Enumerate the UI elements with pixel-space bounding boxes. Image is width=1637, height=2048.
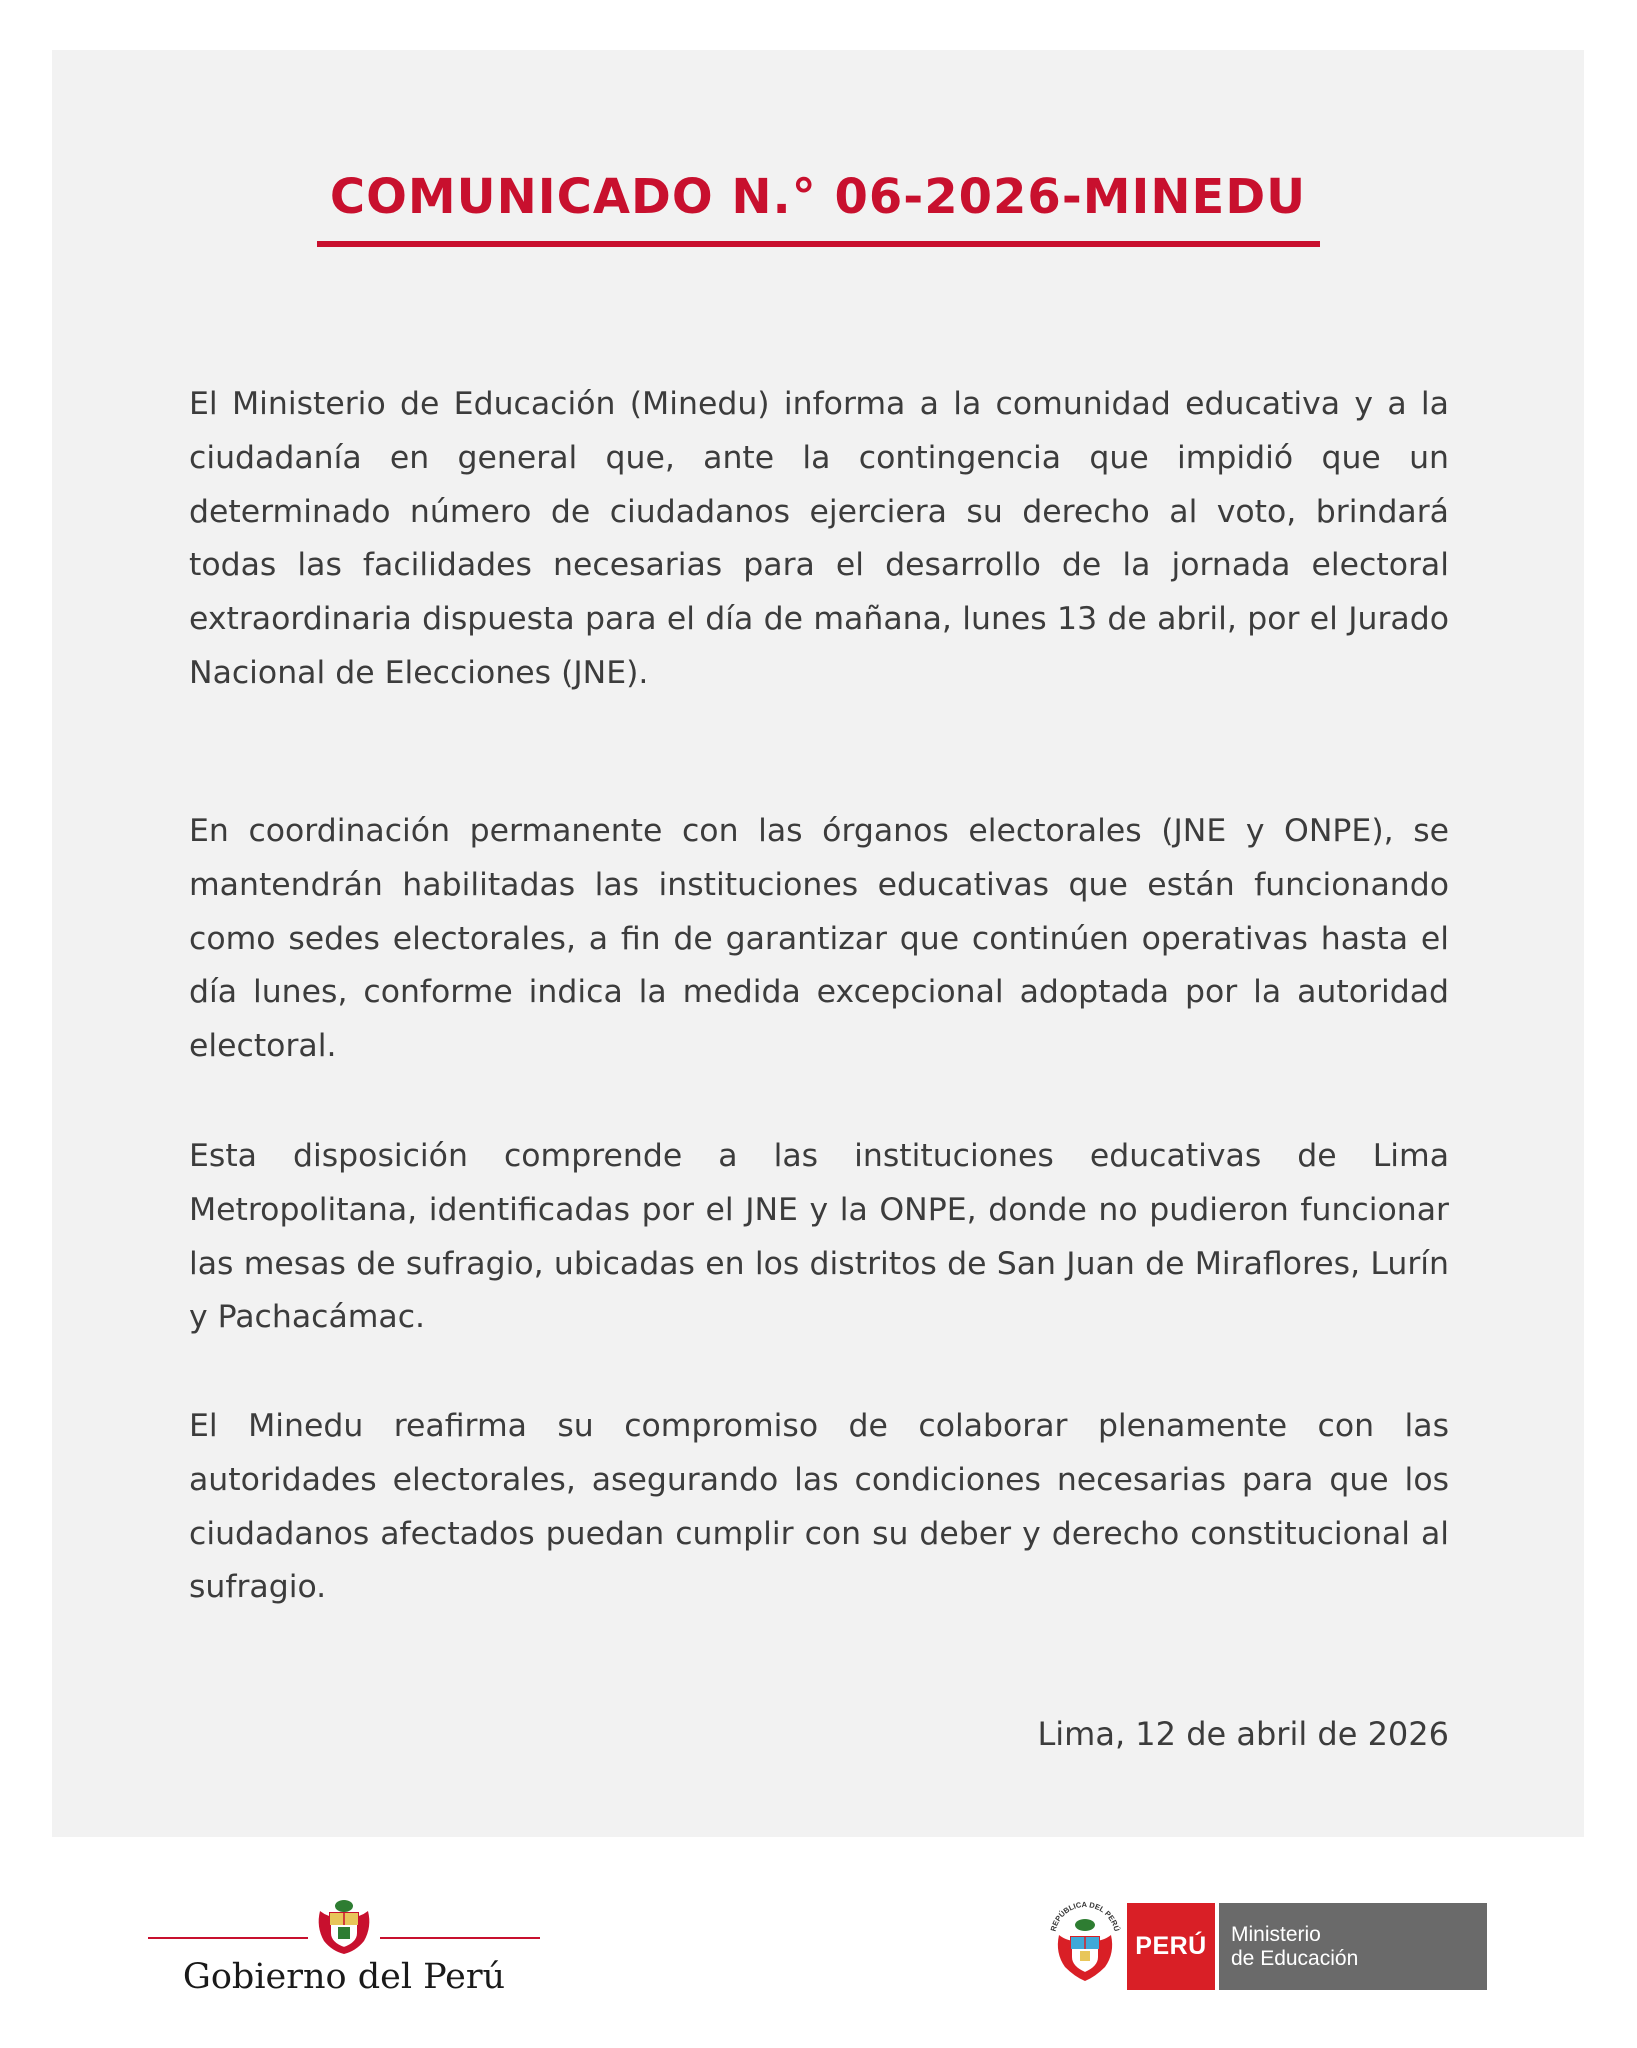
ministry-brand (1045, 1895, 1490, 1995)
logo-rule-left (148, 1937, 308, 1939)
republic-seal-icon (1045, 1895, 1125, 1991)
communique-panel (52, 50, 1584, 1837)
title-underline (317, 241, 1320, 247)
logo-rule-right (380, 1937, 540, 1939)
ministry-line-1: Ministerio (1231, 1923, 1321, 1946)
date-line: Lima, 12 de abril de 2026 (1037, 1715, 1449, 1753)
government-logo (148, 1895, 540, 2005)
paragraph-1: El Ministerio de Educación (Minedu) informa a la comunidad educativa y a la ciudadanía en general que, ante la contingencia que impidió que un determinado número de ciudadanos ejerciera su derecho al voto, brindará todas las facilidades necesarias para el desarrollo de la jornada electoral extraordinaria dispuesta para el día de mañana, lunes 13 de abril, por el Jurado Nacional de Elecciones (JNE). (189, 386, 1449, 691)
paragraph-3: Esta disposición comprende a las instituciones educativas de Lima Metropolitana, identificadas por el JNE y la ONPE, donde no pudieron funcionar las mesas de sufragio, ubicadas en los distritos de San Juan de Miraflores, Lurín y Pachacámac. (189, 1138, 1449, 1336)
ministry-brand-box (1219, 1903, 1487, 1990)
government-name: Gobierno del Perú (182, 1957, 506, 1997)
paragraph-2: En coordinación permanente con las órganos electorales (JNE y ONPE), se mantendrán habilitadas las instituciones educativas que están funcionando como sedes electorales, a fin de garantizar que continúen operativas hasta el día lunes, conforme indica la medida excepcional adoptada por la autoridad electoral. (189, 813, 1449, 1065)
seal-text: REPÚBLICA DEL PERÚ (1048, 1899, 1122, 1933)
peru-brand-box: PERÚ (1127, 1903, 1215, 1990)
coat-of-arms-icon (314, 1897, 374, 1957)
page-title: COMUNICADO N.° 06-2026-MINEDU (329, 169, 1307, 225)
ministry-line-2: de Educación (1231, 1947, 1359, 1970)
paragraph-4: El Minedu reafirma su compromiso de colaborar plenamente con las autoridades electorales, asegurando las condiciones necesarias para que los ciudadanos afectados puedan cumplir con su deber y derecho constitucional al sufragio. (189, 1408, 1449, 1606)
